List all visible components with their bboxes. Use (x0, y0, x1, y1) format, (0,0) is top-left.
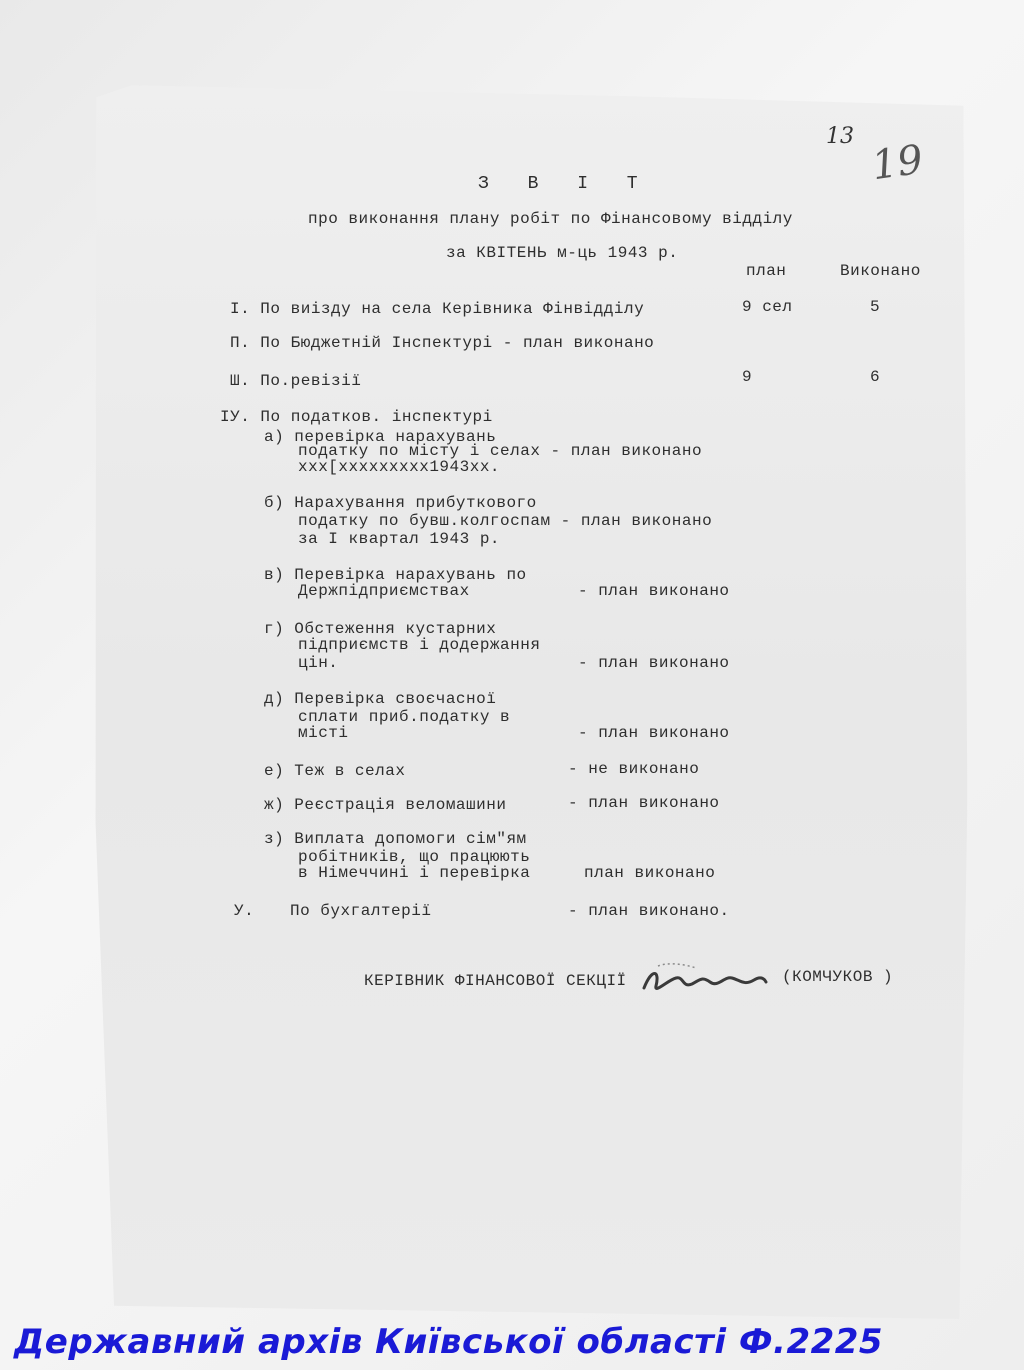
item-v-line-2: Держпідприємствах (298, 582, 470, 600)
item-d-line-2: сплати приб.податку в (298, 708, 511, 726)
folio-mark: 19 (869, 136, 926, 190)
section-3-text: Ш. По.ревізії (230, 372, 362, 390)
item-a-line-3: ххх[ххххххххх1943хх. (298, 458, 501, 476)
item-e-status: - не виконано (568, 760, 700, 778)
item-v-status: - план виконано (578, 582, 730, 600)
section-5-text: По бухгалтерії (290, 902, 432, 920)
item-zh-line-1: ж) Реєстрація веломашини (264, 796, 507, 814)
item-z-line-1: з) Виплата допомоги сім"ям (264, 830, 527, 848)
section-2-text: П. По Бюджетній Інспектурі - план виконано (230, 334, 655, 352)
item-d-line-3: місті (298, 724, 349, 742)
column-header-plan: план (746, 262, 787, 280)
item-z-line-2: робітників, що працюють (298, 848, 531, 866)
item-b-line-2: податку по бувш.колгоспам - план виконано (298, 512, 713, 530)
section-1-done: 5 (870, 298, 881, 316)
signature-name: (КОМЧУКОВ ) (782, 968, 894, 986)
item-g-line-2: підприємств і додержання (298, 636, 541, 654)
item-b-line-3: за І квартал 1943 р. (298, 530, 501, 548)
item-z-line-3: в Німеччині і перевірка (298, 864, 531, 882)
item-z-status: план виконано (584, 864, 716, 882)
section-1-text: І. По виізду на села Керівника Фінвідділу (230, 300, 645, 318)
document-period: за КВІТЕНЬ м-ць 1943 р. (446, 244, 679, 262)
document-subtitle: про виконання плану робіт по Фінансовому відділу (308, 210, 793, 228)
item-g-status: - план виконано (578, 654, 730, 672)
item-b-line-1: б) Нарахування прибуткового (264, 494, 537, 512)
item-v-line-1: в) Перевірка нарахувань по (264, 566, 527, 584)
archive-watermark: Державний архів Київської області Ф.2225 (14, 1322, 884, 1362)
column-header-done: Виконано (840, 262, 921, 280)
signature-role: КЕРІВНИК ФІНАНСОВОЇ СЕКЦІЇ (364, 972, 627, 990)
item-d-status: - план виконано (578, 724, 730, 742)
section-5-status: - план виконано. (568, 902, 730, 920)
section-5-number: У. (234, 902, 255, 920)
section-3-done: 6 (870, 368, 881, 386)
item-zh-status: - план виконано (568, 794, 720, 812)
section-3-plan: 9 (742, 368, 753, 386)
section-4-text: ІУ. По податков. інспектурі (220, 408, 493, 426)
handwritten-signature (638, 958, 770, 1002)
document-title: З В І Т (478, 174, 652, 194)
item-a-line-2: податку по місту і селах - план виконано (298, 442, 703, 460)
folio-number: 13 (826, 124, 854, 149)
item-g-line-3: цін. (298, 654, 339, 672)
section-1-plan: 9 сел (742, 298, 793, 316)
item-g-line-1: г) Обстеження кустарних (264, 620, 497, 638)
item-e-line-1: е) Теж в селах (264, 762, 406, 780)
item-d-line-1: д) Перевірка своєчасної (264, 690, 497, 708)
item-a-line-1: а) перевірка нарахувань (264, 428, 497, 446)
